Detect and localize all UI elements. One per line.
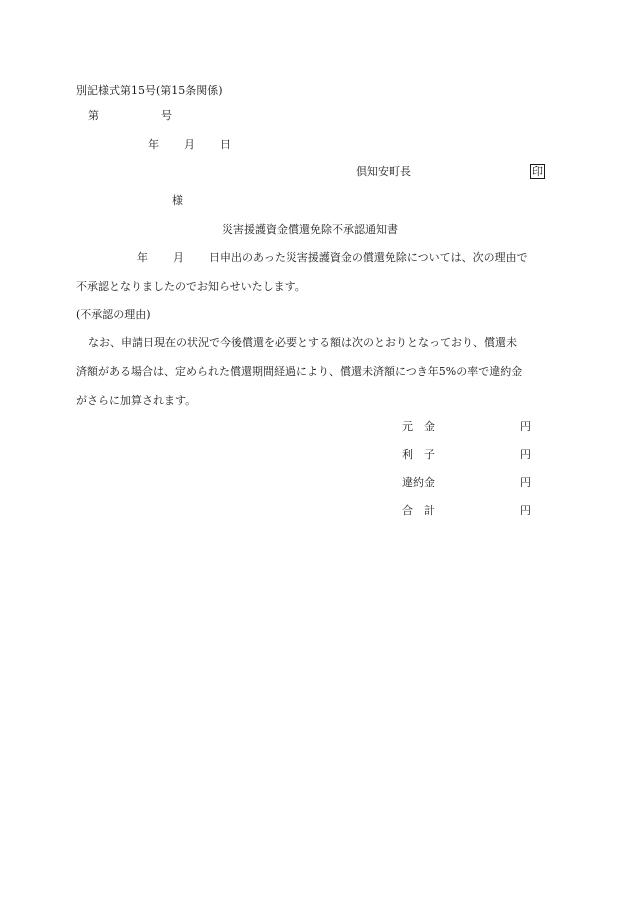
addressee-honorific: 様 xyxy=(172,194,183,207)
body-month: 月 xyxy=(173,251,184,264)
body-line-2: 不承認となりましたのでお知らせいたします。 xyxy=(76,280,306,293)
amount-unit-penalty: 円 xyxy=(520,476,531,489)
amount-label-penalty: 違約金 xyxy=(402,476,435,489)
body-line-1: 日申出のあった災害援護資金の償還免除については、次の理由で xyxy=(209,251,528,264)
document-title: 災害援護資金償還免除不承認通知書 xyxy=(222,223,398,236)
date-month: 月 xyxy=(184,138,195,151)
reason-line-1: なお、申請日現在の状況で今後償還を必要とする額は次のとおりとなっており、償還未 xyxy=(88,336,517,349)
reason-line-3: がさらに加算されます。 xyxy=(76,394,197,407)
amount-unit-interest: 円 xyxy=(520,448,531,461)
reason-heading: (不承認の理由) xyxy=(76,308,151,321)
amount-label-interest: 利 子 xyxy=(402,448,435,461)
date-day: 日 xyxy=(220,138,231,151)
number-suffix: 号 xyxy=(161,109,172,122)
seal-label: 印 xyxy=(532,165,543,178)
amount-unit-total: 円 xyxy=(520,504,531,517)
body-year: 年 xyxy=(137,251,148,264)
issuer-name: 倶知安町長 xyxy=(356,165,411,178)
date-year: 年 xyxy=(148,138,159,151)
form-reference: 別記様式第15号(第15条関係) xyxy=(76,84,223,97)
amount-label-principal: 元 金 xyxy=(402,420,435,433)
amount-label-total: 合 計 xyxy=(402,504,435,517)
amount-unit-principal: 円 xyxy=(520,420,531,433)
seal-stamp xyxy=(530,164,545,179)
reason-line-2: 済額がある場合は、定められた償還期間経過により、償還未済額につき年5%の率で違約金 xyxy=(76,365,523,378)
number-prefix: 第 xyxy=(88,109,99,122)
